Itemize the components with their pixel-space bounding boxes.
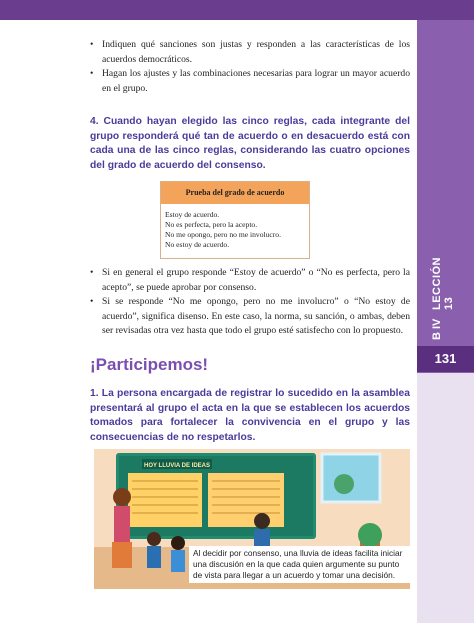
bullet-item: • Indiquen qué sanciones son justas y responden a las características de los acuerdos democráticos.: [90, 38, 410, 67]
tree-icon: [334, 474, 354, 494]
table-row: No me opongo, pero no me involucro.: [165, 230, 281, 239]
step-4: 4. Cuando hayan elegido las cinco reglas, cada integrante del grupo responderá qué tan de acuerdo o en desacuerdo está con cada una de las cinco reglas, considerando las cuatro opciones del grado de acuerdo del consenso.: [90, 116, 410, 171]
bullet-item: • Hagan los ajustes y las combinaciones necesarias para lograr un mayor acuerdo en el grupo.: [90, 67, 410, 96]
agreement-table: [160, 181, 310, 259]
bullet-list-middle: [90, 266, 410, 339]
teacher-skirt: [112, 542, 132, 568]
table-row: No es perfecta, pero la acepto.: [165, 220, 258, 229]
step-1-container: [90, 387, 410, 445]
student-head: [147, 532, 161, 546]
illustration-caption: Al decidir por consenso, una lluvia de ideas facilita iniciar una discusión en la que cada quien argumente su punto de vista para llegar a un acuerdo y tomar una decisión.: [189, 546, 410, 583]
bullet-item: • Si en general el grupo responde “Estoy de acuerdo” o “No es perfecta, pero la acepto”, se puede aprobar por consenso.: [90, 266, 410, 295]
step-1: 1. La persona encargada de registrar lo sucedido en la asamblea presentará al grupo el acta en la que se establecen los acuerdos tomados para fortalecer la convivencia en el grupo y las consecuencias de no respetarlos.: [90, 388, 410, 443]
table-title: Prueba del grado de acuerdo: [161, 182, 309, 204]
table-row: No estoy de acuerdo.: [165, 240, 230, 249]
teacher-head: [113, 488, 131, 506]
table-body: [161, 204, 309, 256]
bullet-list-top: [90, 38, 410, 96]
section-title: ¡Participemos!: [90, 355, 209, 374]
main-content-middle: [90, 266, 410, 339]
table-row: Estoy de acuerdo.: [165, 210, 220, 219]
top-band: [0, 0, 474, 20]
main-content: [90, 38, 410, 173]
page-number: 131: [417, 346, 474, 372]
bullet-item: • Si se responde “No me opongo, pero no me involucro” o “No estoy de acuerdo”, significa disenso. En este caso, la norma, su sanción, o ambas, deben ser revisadas otra vez hasta que todo el grupo esté satisfecho con lo propuesto.: [90, 295, 410, 339]
blackboard-title: HOY LLUVIA DE IDEAS: [143, 463, 211, 469]
student-body: [171, 550, 185, 572]
student-head: [254, 513, 270, 529]
block-label: B IV: [431, 318, 443, 340]
teacher-body: [114, 506, 130, 542]
student-head: [171, 536, 185, 550]
student-body: [147, 546, 161, 568]
lesson-label: LECCIÓN 13: [431, 257, 455, 310]
plant-icon: [358, 523, 382, 547]
